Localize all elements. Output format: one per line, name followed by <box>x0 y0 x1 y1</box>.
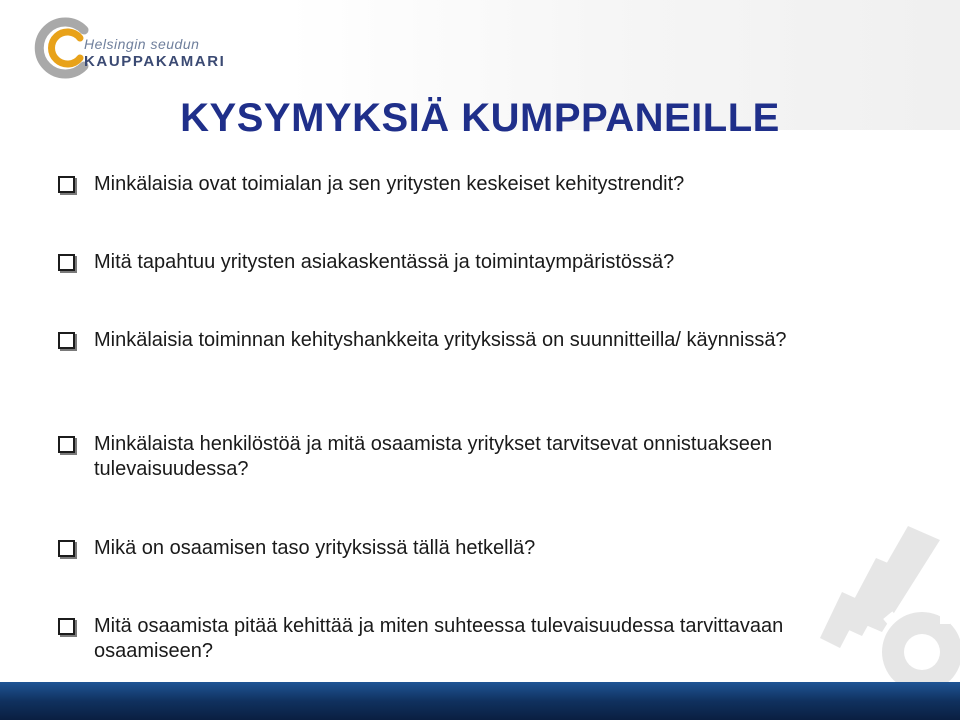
logo-line-1: Helsingin seudun <box>84 36 200 52</box>
checkbox-icon <box>58 618 75 635</box>
bullet-item <box>58 614 818 664</box>
checkbox-icon <box>58 254 75 271</box>
checkbox-icon <box>58 176 75 193</box>
bullet-text: Minkälaisia ovat toimialan ja sen yritysten keskeiset kehitystrendit? <box>94 173 685 195</box>
bullet-text: Mikä on osaamisen taso yrityksissä tällä hetkellä? <box>94 537 536 559</box>
logo-line-2: KAUPPAKAMARI <box>84 53 226 70</box>
checkbox-icon <box>58 540 75 557</box>
slide-title: KYSYMYKSIÄ KUMPPANEILLE <box>180 96 780 140</box>
gear-bird-icon <box>790 520 960 690</box>
bullet-item <box>58 172 818 197</box>
checkbox-icon <box>58 332 75 349</box>
bullet-text: Mitä osaamista pitää kehittää ja miten suhteessa tulevaisuudessa tarvittavaan osaamiseen? <box>94 615 784 662</box>
bullet-item <box>58 536 818 561</box>
company-logo <box>32 16 262 80</box>
bullet-item <box>58 250 818 275</box>
bullet-text: Minkälaisia toiminnan kehityshankkeita yrityksissä on suunnitteilla/ käynnissä? <box>94 329 787 351</box>
checkbox-icon <box>58 436 75 453</box>
bullet-text: Mitä tapahtuu yritysten asiakaskentässä ja toimintaympäristössä? <box>94 251 675 273</box>
bullet-item <box>58 328 818 353</box>
bullet-text: Minkälaista henkilöstöä ja mitä osaamista yritykset tarvitsevat onnistuakseen tulevaisuudessa? <box>94 433 773 480</box>
footer-bar <box>0 682 960 720</box>
bullet-item <box>58 432 818 482</box>
